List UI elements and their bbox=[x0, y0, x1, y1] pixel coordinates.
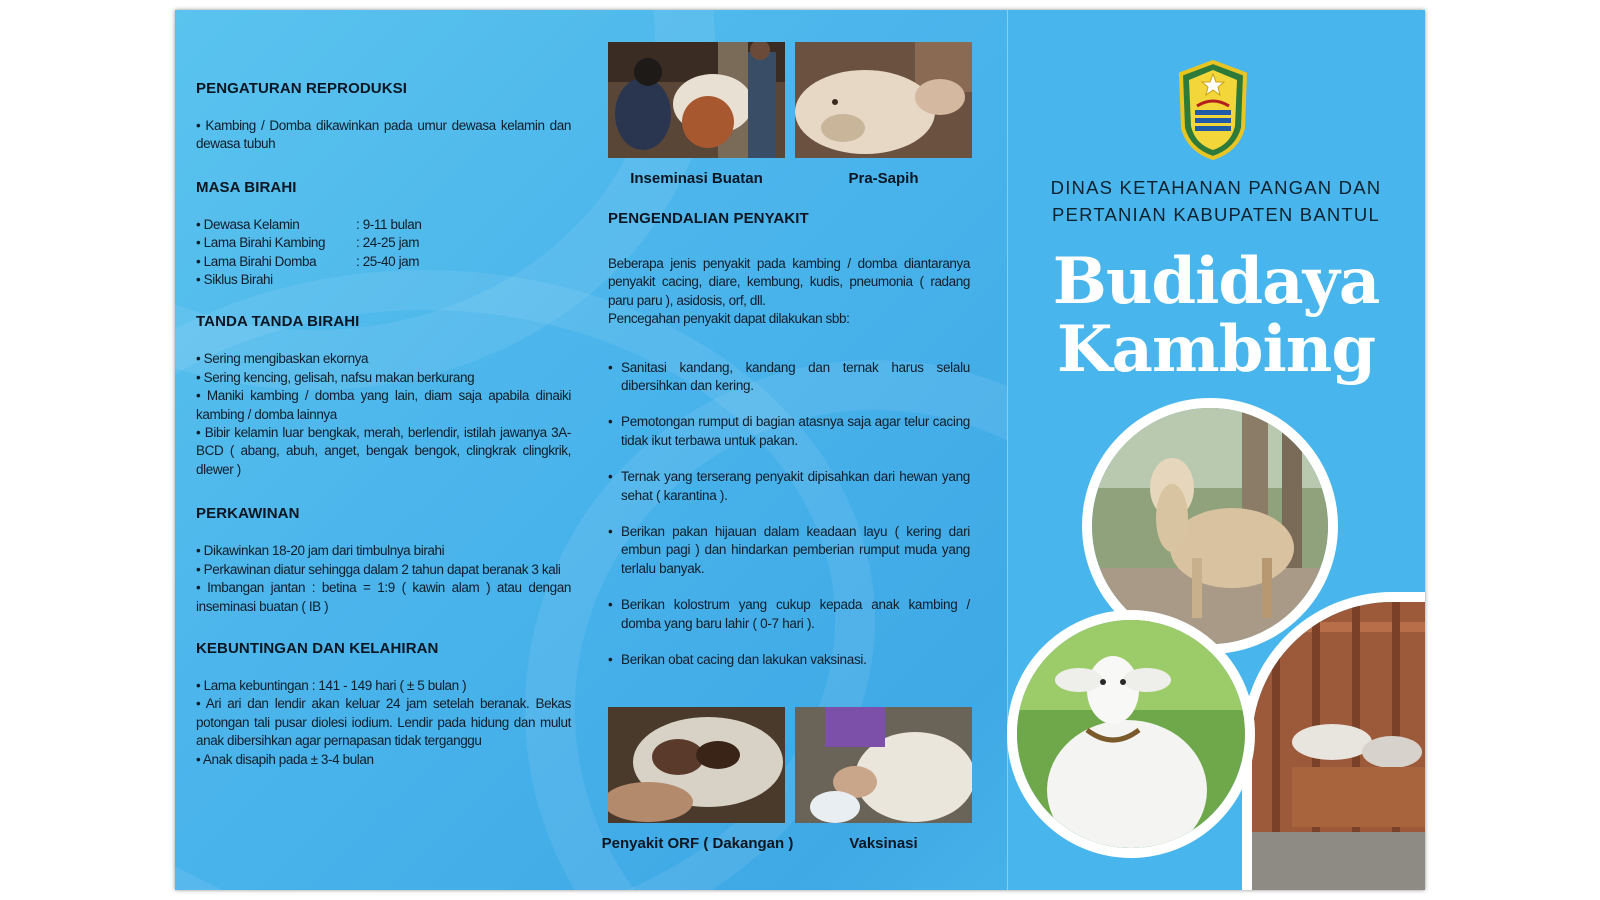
goat-photo-circle-bottom bbox=[1007, 610, 1255, 858]
kv-value: : 9-11 bulan bbox=[356, 216, 422, 232]
bullet-glyph: • bbox=[608, 359, 613, 375]
goat-pen-illustration bbox=[1252, 602, 1425, 890]
photo-pra-sapih-illustration bbox=[795, 42, 972, 158]
organization-name-line2: PERTANIAN KABUPATEN BANTUL bbox=[1052, 204, 1380, 225]
list-item bbox=[608, 651, 970, 669]
section-heading: PERKAWINAN bbox=[196, 505, 300, 523]
bullet-text: • Ari ari dan lendir akan keluar 24 jam setelah beranak. Bekas potongan tali pusar diolesi iodium. Lendir pada hidung dan mulut anak dibersihkan agar pernapasan tidak terganggu bbox=[196, 696, 571, 749]
list-item bbox=[608, 523, 970, 578]
photo-orf-illustration bbox=[608, 707, 785, 823]
cover-title-line1: Budidaya bbox=[1052, 244, 1380, 319]
emblem-logo bbox=[1177, 60, 1249, 160]
section-tanda-birahi bbox=[196, 313, 571, 479]
organization-name-line1: DINAS KETAHANAN PANGAN DAN bbox=[1050, 177, 1382, 198]
kv-row bbox=[196, 216, 571, 234]
bullet-text: • Anak disapih pada ± 3-4 bulan bbox=[196, 751, 374, 767]
kv-key: • Lama Birahi Kambing bbox=[196, 235, 326, 251]
photo-pra-sapih bbox=[795, 42, 972, 158]
kv-row bbox=[196, 253, 571, 271]
kv-value: : 25-40 jam bbox=[356, 253, 420, 269]
list-item-text: Ternak yang terserang penyakit dipisahkan dari hewan yang sehat ( karantina ). bbox=[621, 469, 970, 503]
caption-vaksinasi: Vaksinasi bbox=[849, 835, 918, 852]
bullet-glyph: • bbox=[608, 652, 613, 668]
bullet-text: • Dikawinkan 18-20 jam dari timbulnya birahi bbox=[196, 543, 445, 559]
kv-row bbox=[196, 234, 571, 252]
photo-inseminasi-buatan bbox=[608, 42, 785, 158]
section-heading: TANDA TANDA BIRAHI bbox=[196, 313, 360, 331]
photo-vaksinasi-illustration bbox=[795, 707, 972, 823]
list-item bbox=[608, 596, 970, 633]
kv-key: • Lama Birahi Domba bbox=[196, 253, 317, 269]
bullet-glyph: • bbox=[608, 597, 613, 613]
kv-key: • Dewasa Kelamin bbox=[196, 216, 300, 232]
photo-vaksinasi bbox=[795, 707, 972, 823]
list-item-text: Berikan kolostrum yang cukup kepada anak kambing / domba yang baru lahir ( 0-7 hari ). bbox=[621, 597, 970, 631]
bullet-glyph: • bbox=[608, 469, 613, 485]
caption-pra-sapih: Pra-Sapih bbox=[848, 170, 919, 187]
list-item bbox=[608, 468, 970, 505]
bullet-text: • Kambing / Domba dikawinkan pada umur dewasa kelamin dan dewasa tubuh bbox=[196, 118, 571, 152]
disease-control-section bbox=[608, 210, 970, 688]
section-pengaturan-reproduksi bbox=[196, 80, 571, 154]
kv-key: • Siklus Birahi bbox=[196, 272, 273, 288]
bullet-text: • Sering kencing, gelisah, nafsu makan berkurang bbox=[196, 369, 475, 385]
list-item-text: Berikan obat cacing dan lakukan vaksinasi. bbox=[621, 652, 867, 668]
bullet-text: • Perkawinan diatur sehingga dalam 2 tahun dapat beranak 3 kali bbox=[196, 561, 561, 577]
list-item-text: Pemotongan rumput di bagian atasnya saja agar telur cacing tidak ikut terbawa untuk pakan. bbox=[621, 414, 970, 448]
caption-inseminasi-buatan: Inseminasi Buatan bbox=[630, 170, 763, 187]
photo-inseminasi-illustration bbox=[608, 42, 785, 158]
bullet-text: • Maniki kambing / domba yang lain, diam saja apabila dinaiki kambing / domba lainnya bbox=[196, 388, 571, 422]
kv-row bbox=[196, 271, 571, 289]
bullet-glyph: • bbox=[608, 524, 613, 540]
bullet-text: • Imbangan jantan : betina = 1:9 ( kawin alam ) atau dengan inseminasi buatan ( IB ) bbox=[196, 580, 571, 614]
list-item-text: Berikan pakan hijauan dalam keadaan layu ( kering dari embun pagi ) dan hindarkan pemberian rumput muda yang terlalu banyak. bbox=[621, 524, 970, 576]
section-heading: PENGENDALIAN PENYAKIT bbox=[608, 210, 809, 227]
bullet-text: • Lama kebuntingan : 141 - 149 hari ( ± 5 bulan ) bbox=[196, 677, 467, 693]
section-masa-birahi bbox=[196, 179, 571, 290]
section-kebuntingan-kelahiran bbox=[196, 640, 571, 769]
photo-penyakit-orf bbox=[608, 707, 785, 823]
section-heading: MASA BIRAHI bbox=[196, 178, 297, 196]
prevention-list bbox=[608, 359, 970, 670]
white-goat-illustration bbox=[1017, 620, 1245, 848]
emblem-icon bbox=[1177, 60, 1249, 160]
intro-text-2: Pencegahan penyakit dapat dilakukan sbb: bbox=[608, 311, 850, 327]
section-heading: KEBUNTINGAN DAN KELAHIRAN bbox=[196, 639, 439, 657]
brochure bbox=[175, 10, 1425, 890]
section-heading: PENGATURAN REPRODUKSI bbox=[196, 80, 408, 97]
goat-illustration bbox=[1092, 408, 1328, 644]
bullet-text: • Bibir kelamin luar bengkak, merah, berlendir, istilah jawanya 3A-BCD ( abang, abuh, anget, bengak bengok, clingkrak clingkrik, dlewer ) bbox=[196, 425, 571, 477]
bullet-glyph: • bbox=[608, 414, 613, 430]
caption-penyakit-orf: Penyakit ORF ( Dakangan ) bbox=[601, 835, 794, 852]
left-panel bbox=[196, 80, 571, 794]
cover-title-line2: Kambing bbox=[1056, 312, 1376, 387]
intro-text: Beberapa jenis penyakit pada kambing / domba diantaranya penyakit cacing, diare, kembung, kudis, pneumonia ( radang paru paru ), asidosis, orf, dll. bbox=[608, 256, 970, 308]
section-perkawinan bbox=[196, 505, 571, 616]
cover-panel bbox=[1007, 10, 1425, 890]
bullet-text: • Sering mengibaskan ekornya bbox=[196, 351, 369, 367]
list-item-text: Sanitasi kandang, kandang dan ternak harus selalu dibersihkan dan kering. bbox=[621, 359, 970, 394]
list-item bbox=[608, 359, 970, 396]
list-item bbox=[608, 413, 970, 450]
kv-value: : 24-25 jam bbox=[356, 235, 420, 251]
